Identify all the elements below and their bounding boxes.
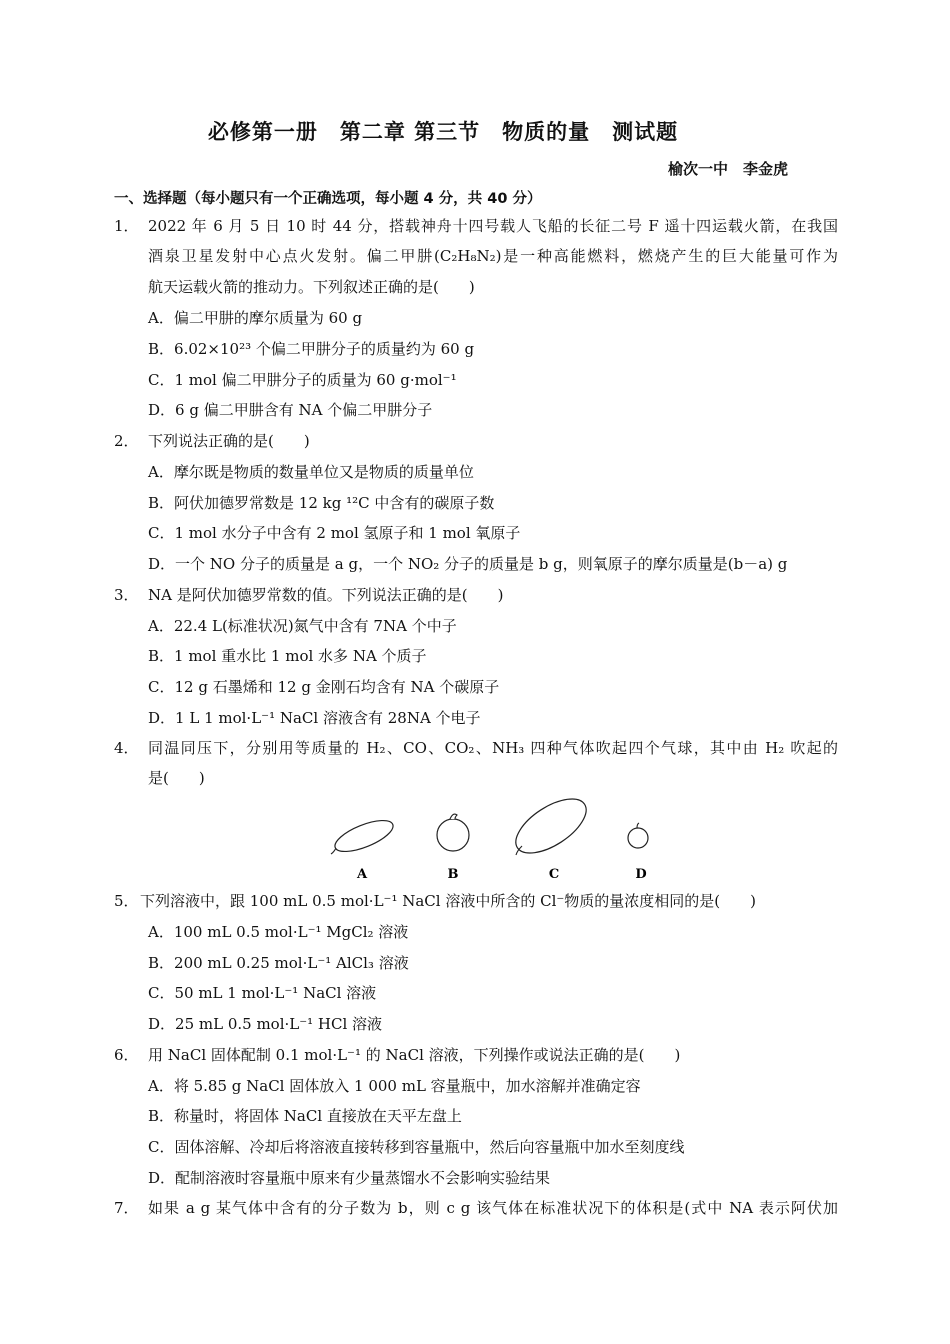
- answer-option: D．配制溶液时容量瓶中原来有少量蒸馏水不会影响实验结果: [148, 1169, 551, 1187]
- balloon-label-b: B: [447, 867, 459, 882]
- question-stem-line: 下列说法正确的是( ): [148, 432, 310, 450]
- question-number: 7．: [114, 1199, 139, 1217]
- question-stem-line: 下列溶液中，跟 100 mL 0.5 mol·L⁻¹ NaCl 溶液中所含的 Cl⁻物质的量浓度相同的是( ): [140, 892, 756, 910]
- balloon-a-shape: [331, 814, 397, 858]
- question-number: 6．: [114, 1046, 139, 1064]
- page-title: 必修第一册 第二章 第三节 物质的量 测试题: [207, 120, 679, 144]
- balloon-b-shape: [437, 814, 469, 851]
- answer-option: D．6 g 偏二甲肼含有 NA 个偏二甲肼分子: [148, 401, 433, 419]
- answer-option: B．阿伏加德罗常数是 12 kg ¹²C 中含有的碳原子数: [148, 494, 495, 512]
- answer-option: A．100 mL 0.5 mol·L⁻¹ MgCl₂ 溶液: [148, 923, 409, 941]
- question-number: 5．: [114, 892, 139, 910]
- section-heading: 一、选择题（每小题只有一个正确选项，每小题 4 分，共 40 分）: [114, 191, 542, 207]
- answer-option: A．摩尔既是物质的数量单位又是物质的质量单位: [148, 463, 474, 481]
- answer-option: D．1 L 1 mol·L⁻¹ NaCl 溶液含有 28NA 个电子: [148, 709, 481, 727]
- question-stem-line: 航天运载火箭的推动力。下列叙述正确的是( ): [148, 278, 475, 296]
- answer-option: C．固体溶解、冷却后将溶液直接转移到容量瓶中，然后向容量瓶中加水至刻度线: [148, 1138, 685, 1156]
- balloon-label-a: A: [356, 867, 368, 882]
- question-stem-line: 同温同压下，分别用等质量的 H₂、CO、CO₂、NH₃ 四种气体吹起四个气球，其中由 H₂ 吹起的: [148, 739, 838, 757]
- answer-option: C．12 g 石墨烯和 12 g 金刚石均含有 NA 个碳原子: [148, 678, 500, 696]
- question-number: 2．: [114, 432, 139, 450]
- question-number: 4．: [114, 739, 139, 757]
- balloon-figure: [326, 796, 666, 886]
- question-stem-line: 酒泉卫星发射中心点火发射。偏二甲肼(C₂H₈N₂)是一种高能燃料，燃烧产生的巨大能量可作为: [148, 247, 838, 265]
- answer-option: A．将 5.85 g NaCl 固体放入 1 000 mL 容量瓶中，加水溶解并准确定容: [148, 1077, 641, 1095]
- answer-option: B．6.02×10²³ 个偏二甲肼分子的质量约为 60 g: [148, 340, 475, 358]
- question-number: 1．: [114, 217, 139, 235]
- balloon-c-shape: [507, 796, 595, 864]
- balloon-label-c: C: [548, 867, 560, 882]
- answer-option: B．200 mL 0.25 mol·L⁻¹ AlCl₃ 溶液: [148, 954, 409, 972]
- question-stem-line: NA 是阿伏加德罗常数的值。下列说法正确的是( ): [148, 586, 504, 604]
- answer-option: D．一个 NO 分子的质量是 a g，一个 NO₂ 分子的质量是 b g，则氧原子的摩尔质量是(b－a) g: [148, 555, 788, 573]
- answer-option: C．1 mol 偏二甲肼分子的质量为 60 g·mol⁻¹: [148, 371, 457, 389]
- answer-option: A．偏二甲肼的摩尔质量为 60 g: [148, 309, 363, 327]
- question-number: 3．: [114, 586, 139, 604]
- answer-option: C．50 mL 1 mol·L⁻¹ NaCl 溶液: [148, 984, 377, 1002]
- question-stem-line: 用 NaCl 固体配制 0.1 mol·L⁻¹ 的 NaCl 溶液，下列操作或说法正确的是( ): [148, 1046, 681, 1064]
- answer-option: D．25 mL 0.5 mol·L⁻¹ HCl 溶液: [148, 1015, 383, 1033]
- balloon-label-d: D: [635, 867, 647, 882]
- answer-option: B．称量时，将固体 NaCl 直接放在天平左盘上: [148, 1107, 462, 1125]
- answer-option: C．1 mol 水分子中含有 2 mol 氢原子和 1 mol 氧原子: [148, 524, 521, 542]
- question-stem-line: 如果 a g 某气体中含有的分子数为 b，则 c g 该气体在标准状况下的体积是(式中 NA 表示阿伏加: [148, 1199, 838, 1217]
- answer-option: B．1 mol 重水比 1 mol 水多 NA 个质子: [148, 647, 427, 665]
- author-line: 榆次一中 李金虎: [668, 160, 789, 178]
- balloon-d-shape: [628, 823, 648, 848]
- answer-option: A．22.4 L(标准状况)氮气中含有 7NA 个中子: [148, 617, 457, 635]
- question-stem-line: 是( ): [148, 769, 205, 787]
- question-stem-line: 2022 年 6 月 5 日 10 时 44 分，搭载神舟十四号载人飞船的长征二号 F 遥十四运载火箭，在我国: [148, 217, 838, 235]
